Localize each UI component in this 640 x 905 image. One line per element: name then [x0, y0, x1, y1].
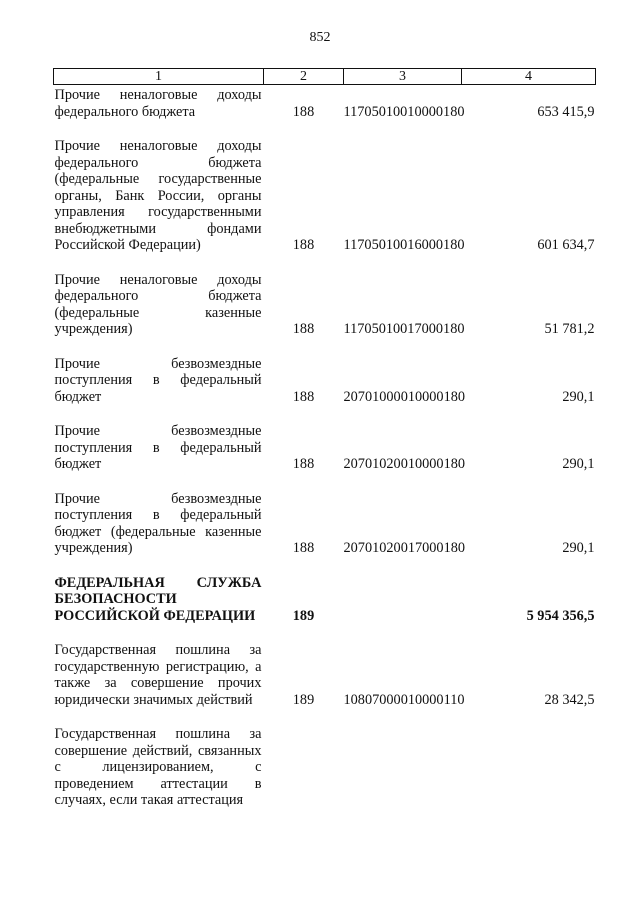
table-row	[54, 726, 596, 809]
row-name: Прочие неналоговые доходы федерального бюджета (федеральные государственные органы, Банк России, органы управления государственными внебюджетными фондами Российской Федерации)	[54, 138, 262, 253]
table-row-section-header	[54, 575, 596, 643]
table-row	[54, 642, 596, 726]
row-amount: 51 781,2	[544, 321, 595, 337]
row-name: Государственная пошлина за совершение действий, связанных с лицензированием, с проведением аттестации в случаях, если такая аттестация	[54, 726, 262, 808]
row-name: Прочие безвозмездные поступления в федеральный бюджет (федеральные казенные учреждения)	[54, 490, 262, 556]
row-amount: 5 954 356,5	[526, 607, 595, 624]
row-chapter: 188	[292, 103, 315, 120]
table-body	[54, 85, 596, 809]
row-chapter: 188	[292, 388, 315, 405]
row-chapter: 188	[292, 321, 315, 337]
row-code: 20701020017000180	[343, 540, 466, 556]
row-chapter: 189	[292, 691, 315, 708]
table-header	[54, 69, 596, 85]
table-row	[54, 356, 596, 424]
header-col-3: 3	[344, 69, 462, 85]
row-name: Прочие безвозмездные поступления в федеральный бюджет	[54, 423, 262, 472]
table-row	[54, 491, 596, 575]
row-amount: 601 634,7	[537, 237, 595, 253]
row-amount: 653 415,9	[537, 103, 595, 120]
row-name: Прочие безвозмездные поступления в федеральный бюджет	[54, 355, 262, 405]
row-chapter: 188	[292, 237, 315, 253]
row-chapter	[264, 726, 344, 809]
page-number: 852	[309, 30, 331, 45]
row-code: 20701020010000180	[343, 456, 466, 472]
header-col-4: 4	[462, 69, 596, 85]
row-name: Государственная пошлина за государственную регистрацию, а также за совершение прочих юридически значимых действий	[54, 642, 262, 708]
row-code: 11705010017000180	[343, 321, 465, 337]
row-name: Прочие неналоговые доходы федерального бюджета	[54, 87, 262, 120]
row-amount: 290,1	[562, 456, 595, 472]
row-code: 20701000010000180	[343, 388, 466, 405]
row-chapter: 189	[292, 607, 315, 624]
row-name: ФЕДЕРАЛЬНАЯ СЛУЖБА БЕЗОПАСНОСТИ РОССИЙСКОЙ ФЕДЕРАЦИИ	[54, 574, 262, 624]
header-col-1: 1	[54, 69, 264, 85]
row-code: 10807000010000110	[343, 691, 465, 708]
row-name: Прочие неналоговые доходы федерального бюджета (федеральные казенные учреждения)	[54, 271, 262, 337]
row-code: 11705010010000180	[343, 103, 465, 120]
budget-table	[53, 68, 596, 809]
row-chapter: 188	[292, 540, 315, 556]
row-code	[344, 726, 462, 809]
table-row	[54, 85, 596, 139]
row-amount	[462, 726, 596, 809]
table-row	[54, 138, 596, 272]
row-amount: 290,1	[562, 540, 595, 556]
table-row	[54, 423, 596, 491]
row-code	[344, 575, 462, 643]
row-chapter: 188	[292, 456, 315, 472]
header-col-2: 2	[264, 69, 344, 85]
row-code: 11705010016000180	[343, 237, 465, 253]
table-row	[54, 272, 596, 356]
row-amount: 290,1	[562, 388, 595, 405]
row-amount: 28 342,5	[544, 691, 595, 708]
